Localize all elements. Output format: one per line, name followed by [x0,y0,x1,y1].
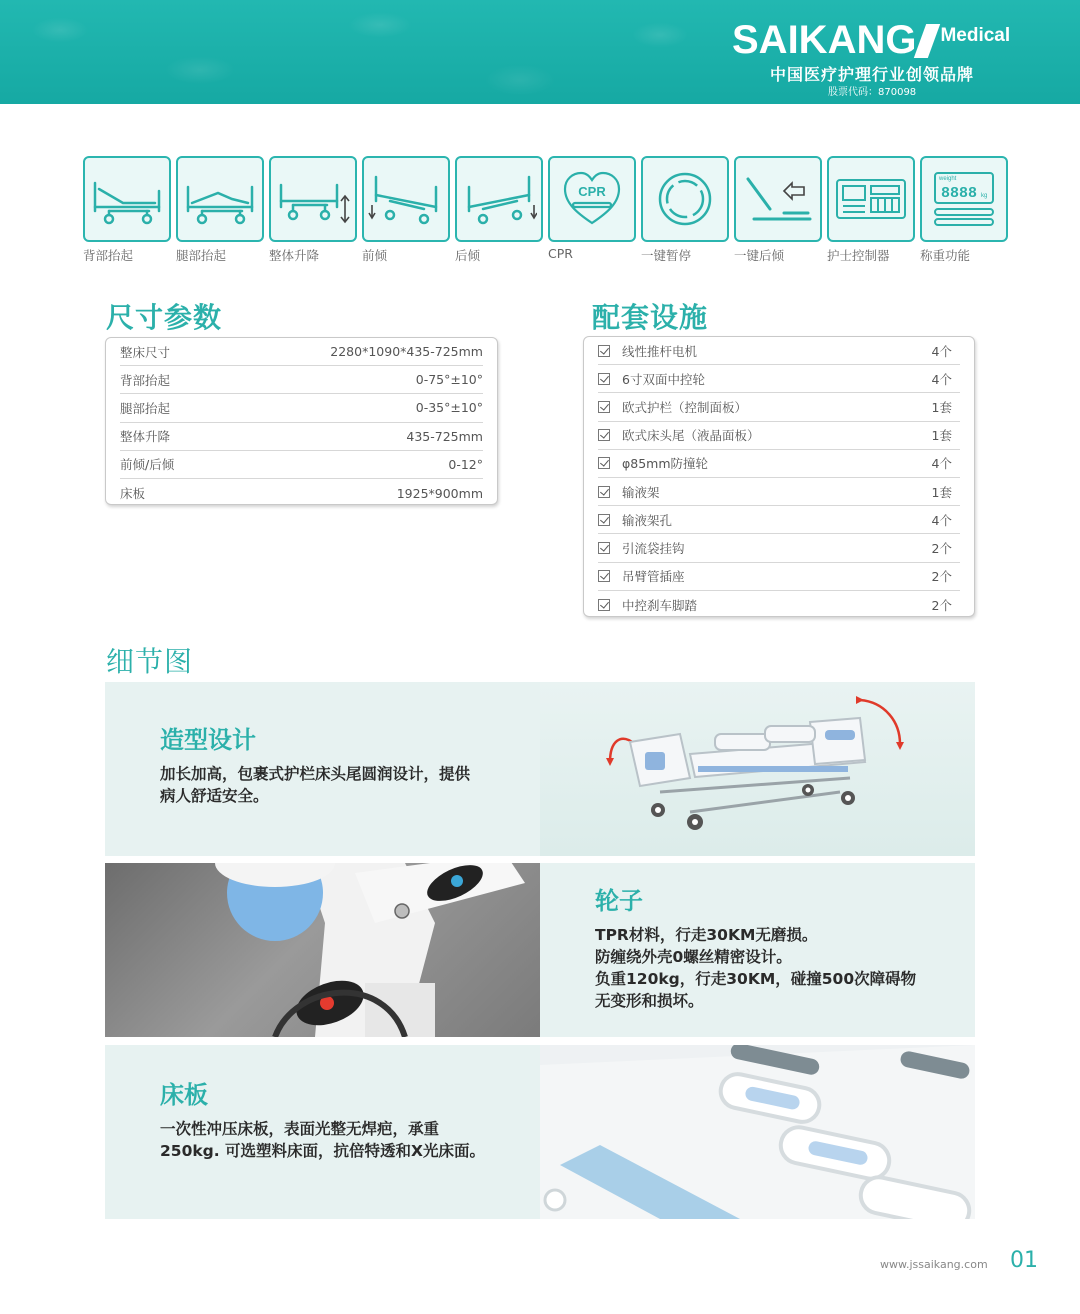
detail-text: 加长加高，包裹式护栏床头尾圆润设计，提供病人舒适安全。 [160,765,471,805]
feature-height [269,156,357,264]
detail-text: TPR材料，行走30KM无磨损。 防缠绕外壳0螺丝精密设计。 负重120kg，行走30KM，碰撞500次障碍物无变形和损坏。 [595,926,917,1010]
brand-suffix: Medical [940,25,1011,46]
feature-backward-tilt [455,156,543,264]
feature-leg-raise [176,156,264,264]
feature-forward-tilt [362,156,450,264]
detail-title: 床板 [160,1081,208,1109]
facilities-table [583,336,975,617]
feature-label: CPR [548,246,573,261]
cpr-heart-icon [548,156,636,242]
detail-panel-board [105,1045,540,1219]
checkbox-icon [598,401,610,413]
feature-pause [641,156,729,264]
pause-circle-icon [641,156,729,242]
facilities-title: 配套设施 [592,301,709,334]
checkbox-icon [598,486,610,498]
table-row: 床板 1925*900mm [120,485,483,502]
detail-title: 轮子 [595,887,643,915]
list-item: 6寸双面中控轮 4个 [598,365,960,393]
feature-cpr [548,156,636,261]
feature-label: 腿部抬起 [176,248,227,263]
svg-text:8888: 8888 [941,185,978,202]
list-item: 线性推杆电机 4个 [598,337,960,365]
list-item: 吊臂管插座 2个 [598,563,960,591]
table-row: 整床尺寸 2280*1090*435-725mm [120,338,483,366]
detail-panel-design [105,682,540,856]
bed-board-photo [540,1045,975,1219]
feature-back-raise [83,156,171,264]
wheel-photo [105,863,540,1037]
feature-label: 称重功能 [920,248,971,263]
table-row: 前倾/后倾 0-12° [120,451,483,479]
svg-text:CPR: CPR [578,184,606,199]
header-banner [0,0,1080,104]
bed-photo [540,682,975,856]
list-item: 欧式护栏（控制面板） 1套 [598,393,960,421]
stock-code: 股票代码：870098 [828,87,917,98]
svg-text:weight: weight [939,176,957,182]
forward-tilt-icon [362,156,450,242]
list-item: 输液架孔 4个 [598,506,960,534]
table-row: 背部抬起 0-75°±10° [120,366,483,394]
detail-panel-wheels [540,863,975,1037]
checkbox-icon [598,599,610,611]
feature-icons [83,156,1005,266]
checkbox-icon [598,345,610,357]
feature-weighing [920,156,1008,264]
weighing-scale-icon [920,156,1008,242]
leg-raise-icon [176,156,264,242]
feature-nurse-controller [827,156,915,264]
checkbox-icon [598,570,610,582]
page-number: 01 [1010,1248,1038,1273]
brand-slash-mark [914,24,940,58]
detail-title: 造型设计 [160,726,256,754]
brand-logo [732,14,1010,62]
height-adjust-icon [269,156,357,242]
backward-tilt-icon [455,156,543,242]
feature-one-key-tilt [734,156,822,264]
feature-label: 背部抬起 [83,248,134,263]
checkbox-icon [598,457,610,469]
one-key-tilt-icon [734,156,822,242]
checkbox-icon [598,429,610,441]
nurse-controller-icon [827,156,915,242]
details-title: 细节图 [106,645,194,678]
checkbox-icon [598,514,610,526]
checkbox-icon [598,542,610,554]
specs-table [105,337,498,505]
feature-label: 后倾 [455,248,481,263]
brand-slogan: 中国医疗护理行业创领品牌 [770,65,975,84]
checkbox-icon [598,373,610,385]
back-raise-icon [83,156,171,242]
detail-text: 一次性冲压床板，表面光整无焊疤，承重250kg. 可选塑料床面，抗倍特透和X光床面。 [160,1120,485,1160]
website-url[interactable]: www.jssaikang.com [880,1258,988,1271]
table-row: 腿部抬起 0-35°±10° [120,394,483,422]
feature-label: 一键后倾 [734,248,785,263]
specs-title: 尺寸参数 [106,301,223,334]
brand-name: SAIKANG [732,18,917,62]
list-item: 引流袋挂钩 2个 [598,534,960,562]
svg-text:kg: kg [981,193,988,199]
feature-label: 整体升降 [269,248,320,263]
list-item: 输液架 1套 [598,478,960,506]
list-item: φ85mm防撞轮 4个 [598,450,960,478]
list-item: 中控刹车脚踏 2个 [598,591,960,619]
feature-label: 前倾 [362,248,388,263]
table-row: 整体升降 435-725mm [120,423,483,451]
list-item: 欧式床头尾（液晶面板） 1套 [598,422,960,450]
feature-label: 一键暂停 [641,248,692,263]
feature-label: 护士控制器 [827,248,890,263]
